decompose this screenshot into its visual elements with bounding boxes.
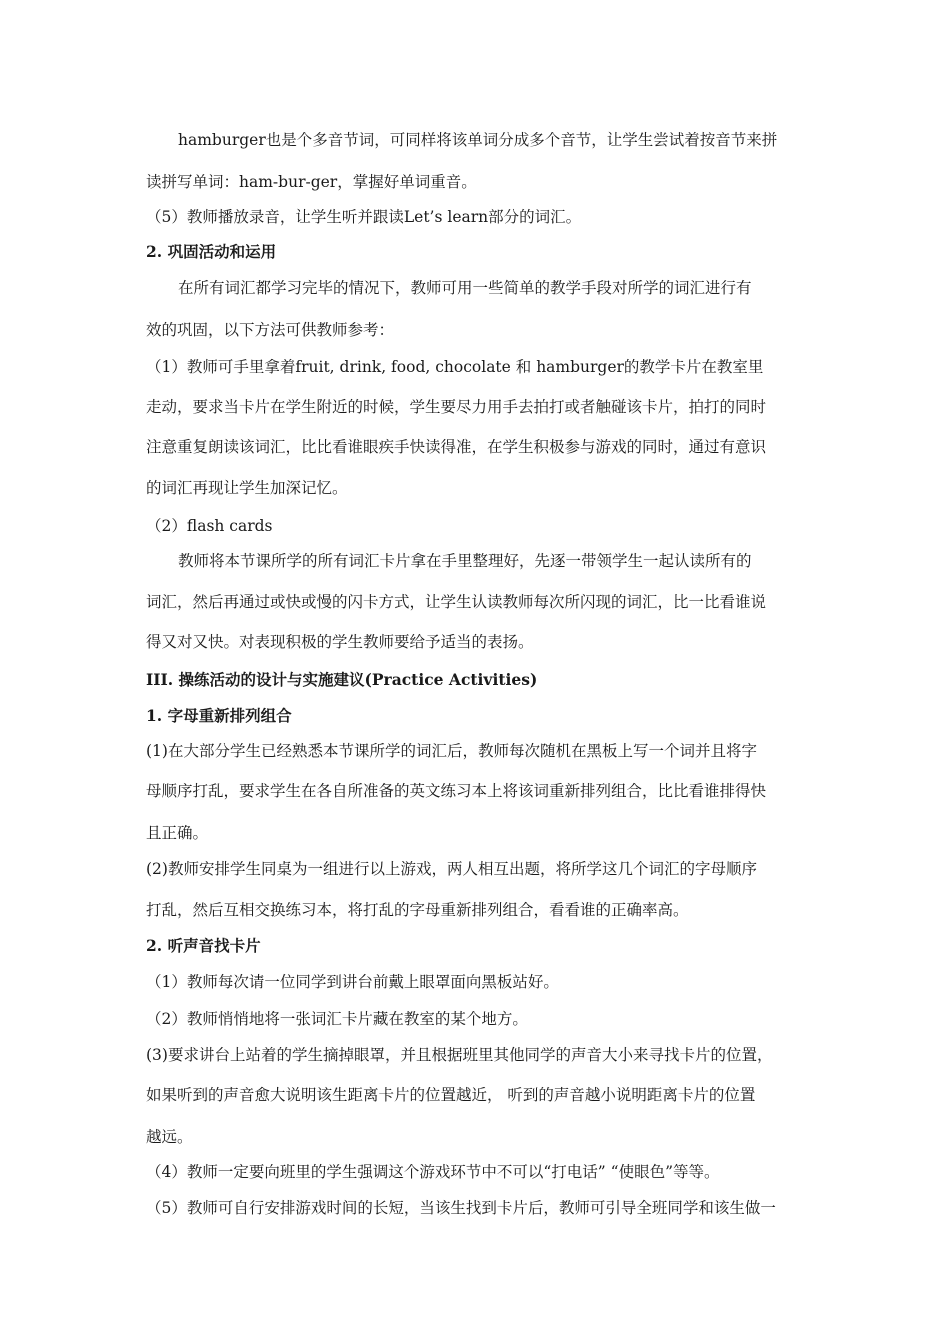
paragraph-line: 得又对又快。对表现积极的学生教师要给予适当的表扬。 <box>146 633 534 651</box>
list-item: （2）flash cards <box>146 517 273 535</box>
paragraph-line: 在所有词汇都学习完毕的情况下，教师可用一些简单的教学手段对所学的词汇进行有 <box>178 279 752 297</box>
section-heading: 1. 字母重新排列组合 <box>146 706 292 725</box>
paragraph-line: 注意重复朗读该词汇，比比看谁眼疾手快读得准，在学生积极参与游戏的同时，通过有意识 <box>146 438 767 456</box>
paragraph-line: 效的巩固，以下方法可供教师参考： <box>146 321 395 339</box>
list-item: （1）教师每次请一位同学到讲台前戴上眼罩面向黑板站好。 <box>146 973 559 991</box>
paragraph-line: 打乱，然后互相交换练习本，将打乱的字母重新排列组合，看看谁的正确率高。 <box>146 901 689 919</box>
section-heading: 2. 听声音找卡片 <box>146 936 261 955</box>
paragraph-line: 且正确。 <box>146 824 209 842</box>
paragraph-line: 词汇，然后再通过或快或慢的闪卡方式，让学生认读教师每次所闪现的词汇，比一比看谁说 <box>146 593 767 611</box>
paragraph-line: 如果听到的声音愈大说明该生距离卡片的位置越近， 听到的声音越小说明距离卡片的位置 <box>146 1086 756 1104</box>
list-item: （5）教师播放录音，让学生听并跟读Let’s learn部分的词汇。 <box>146 208 582 226</box>
paragraph-line: 的词汇再现让学生加深记忆。 <box>146 479 348 497</box>
paragraph-line: 读拼写单词：ham-bur-ger，掌握好单词重音。 <box>146 173 477 191</box>
section-heading: III. 操练活动的设计与实施建议(Practice Activities) <box>146 670 538 689</box>
list-item: （1）教师可手里拿着fruit, drink, food, chocolate 和 hamburger的教学卡片在教室里 <box>146 358 764 376</box>
list-item: (1)在大部分学生已经熟悉本节课所学的词汇后，教师每次随机在黑板上写一个词并且将字 <box>146 742 757 760</box>
list-item: (3)要求讲台上站着的学生摘掉眼罩，并且根据班里其他同学的声音大小来寻找卡片的位置， <box>146 1046 773 1064</box>
list-item: （4）教师一定要向班里的学生强调这个游戏环节中不可以“打电话” “使眼色”等等。 <box>146 1163 720 1181</box>
paragraph-line: hamburger也是个多音节词，可同样将该单词分成多个音节，让学生尝试着按音节来拼 <box>178 131 778 149</box>
section-heading: 2. 巩固活动和运用 <box>146 242 277 261</box>
list-item: (2)教师安排学生同桌为一组进行以上游戏，两人相互出题，将所学这几个词汇的字母顺序 <box>146 860 757 878</box>
paragraph-line: 越远。 <box>146 1128 193 1146</box>
paragraph-line: 走动，要求当卡片在学生附近的时候，学生要尽力用手去拍打或者触碰该卡片，拍打的同时 <box>146 398 767 416</box>
paragraph-line: 教师将本节课所学的所有词汇卡片拿在手里整理好，先逐一带领学生一起认读所有的 <box>178 552 752 570</box>
list-item: （2）教师悄悄地将一张词汇卡片藏在教室的某个地方。 <box>146 1010 528 1028</box>
paragraph-line: 母顺序打乱，要求学生在各自所准备的英文练习本上将该词重新排列组合，比比看谁排得快 <box>146 782 767 800</box>
list-item: （5）教师可自行安排游戏时间的长短，当该生找到卡片后，教师可引导全班同学和该生做一 <box>146 1199 776 1217</box>
